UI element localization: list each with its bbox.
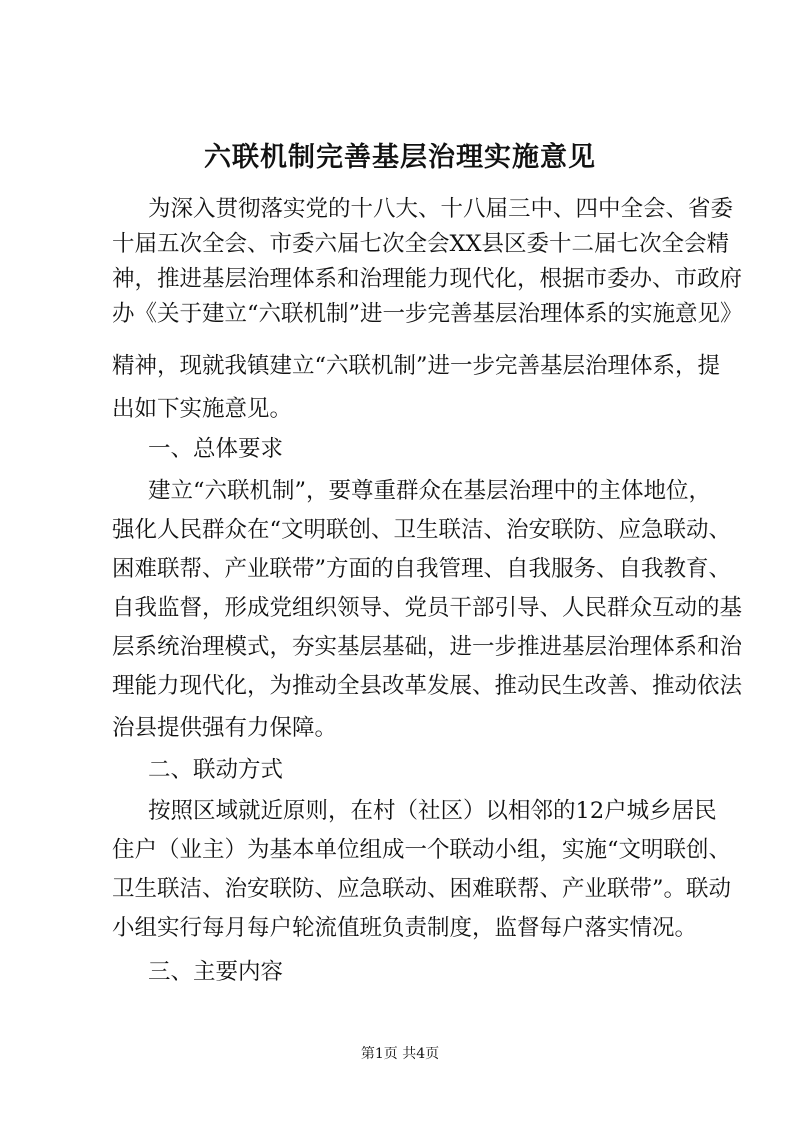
section1-heading: 一、总体要求 xyxy=(148,436,284,462)
section1-line-5: 层系统治理模式，夯实基层基础，进一步推进基层治理体系和治 xyxy=(112,634,743,660)
section1-line-6: 理能力现代化，为推动全县改革发展、推动民生改善、推动依法 xyxy=(112,673,743,699)
section2-line-1: 按照区域就近原则，在村（社区）以相邻的12户城乡居民 xyxy=(148,798,717,824)
intro-line-1: 为深入贯彻落实党的十八大、十八届三中、四中全会、省委 xyxy=(148,196,734,222)
section1-line-2: 强化人民群众在“文明联创、卫生联洁、治安联防、应急联动、 xyxy=(112,517,732,543)
document-title: 六联机制完善基层治理实施意见 xyxy=(204,142,596,173)
section1-line-7: 治县提供强有力保障。 xyxy=(112,715,338,741)
intro-line-5: 精神，现就我镇建立“六联机制”进一步完善基层治理体系，提 xyxy=(112,353,721,379)
intro-line-4: 办《关于建立“六联机制”进一步完善基层治理体系的实施意见》 xyxy=(112,301,743,327)
intro-line-3: 神，推进基层治理体系和治理能力现代化，根据市委办、市政府 xyxy=(112,266,743,292)
section1-line-3: 困难联帮、产业联带”方面的自我管理、自我服务、自我教育、 xyxy=(112,556,732,582)
intro-line-2: 十届五次全会、市委六届七次全会XX县区委十二届七次全会精 xyxy=(112,231,730,257)
section2-heading: 二、联动方式 xyxy=(148,757,284,783)
section1-line-1: 建立“六联机制”，要尊重群众在基层治理中的主体地位， xyxy=(148,478,712,504)
section2-line-4: 小组实行每月每户轮流值班负责制度，监督每户落实情况。 xyxy=(112,915,698,941)
section2-line-3: 卫生联洁、治安联防、应急联动、困难联帮、产业联带”。联动 xyxy=(112,876,732,902)
section1-line-4: 自我监督，形成党组织领导、党员干部引导、人民群众互动的基 xyxy=(112,595,743,621)
section3-heading: 三、主要内容 xyxy=(148,959,284,985)
intro-line-6: 出如下实施意见。 xyxy=(112,396,293,422)
section2-line-2: 住户（业主）为基本单位组成一个联动小组，实施“文明联创、 xyxy=(112,837,732,863)
page-number: 第1页 共4页 xyxy=(360,1046,440,1062)
